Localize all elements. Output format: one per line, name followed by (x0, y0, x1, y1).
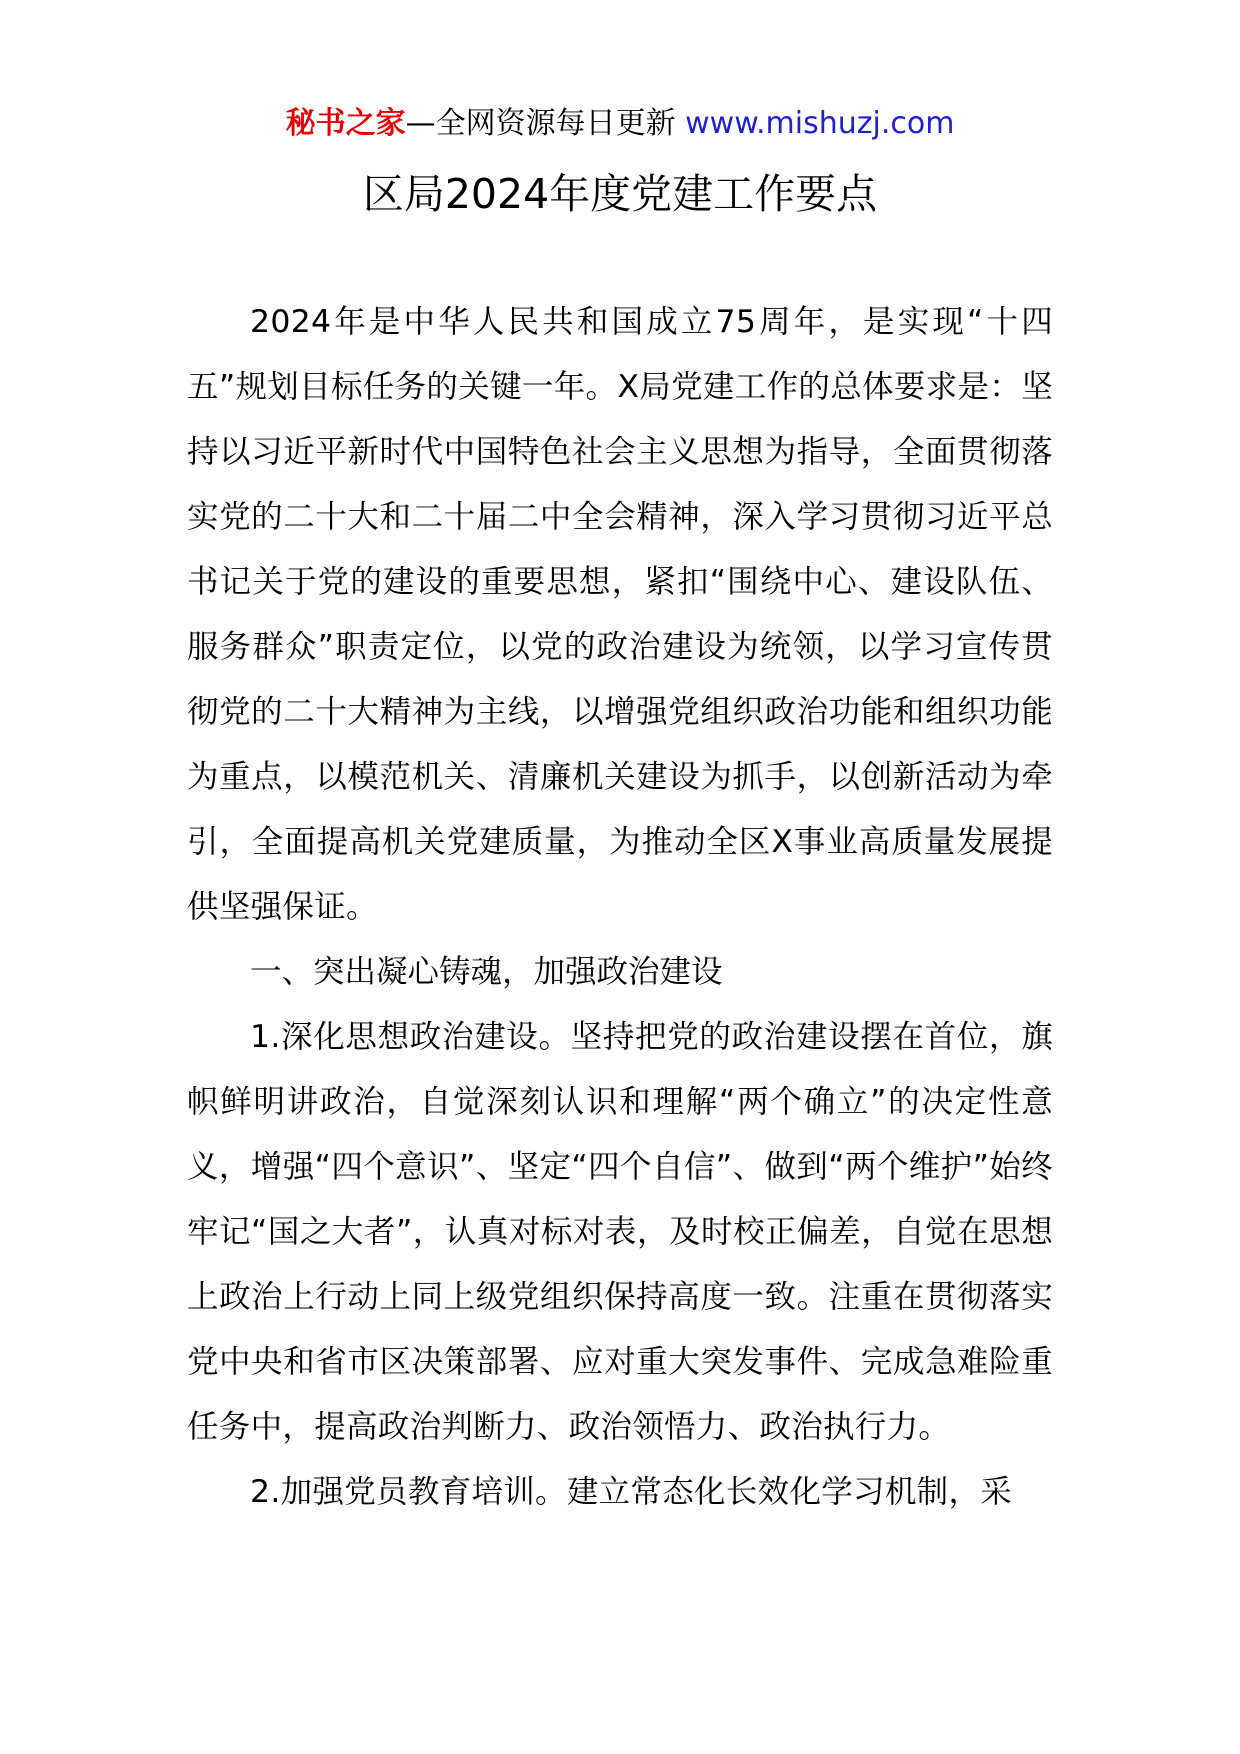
brand-name: 秘书之家 (285, 106, 406, 141)
section-heading-1: 一、突出凝心铸魂，加强政治建设 (250, 954, 723, 990)
banner-tagline: —全网资源每日更新 (405, 106, 676, 141)
item-paragraph-1: 1.深化思想政治建设。坚持把党的政治建设摆在首位，旗帜鲜明讲政治，自觉深刻认识和理解“两个确立”的决定性意义，增强“四个意识”、坚定“四个自信”、做到“两个维护”始终牢记“国之大者”，认真对标对表，及时校正偏差，自觉在思想上政治上行动上同上级党组织保持高度一致。注重在贯彻落实党中央和省市区决策部署、应对重大突发事件、完成急难险重任务中，提高政治判断力、政治领悟力、政治执行力。 (187, 1019, 1053, 1445)
intro-paragraph: 2024年是中华人民共和国成立75周年，是实现“十四五”规划目标任务的关键一年。X局党建工作的总体要求是：坚持以习近平新时代中国特色社会主义思想为指导，全面贯彻落实党的二十大和二十届二中全会精神，深入学习贯彻习近平总书记关于党的建设的重要思想，紧扣“围绕中心、建设队伍、服务群众”职责定位，以党的政治建设为统领，以学习宣传贯彻党的二十大精神为主线，以增强党组织政治功能和组织功能为重点，以模范机关、清廉机关建设为抓手，以创新活动为牵引，全面提高机关党建质量，为推动全区X事业高质量发展提供坚强保证。 (187, 304, 1053, 925)
document-body (187, 290, 1053, 1525)
site-url-link[interactable]: www.mishuzj.com (685, 106, 955, 141)
site-banner (0, 102, 1240, 146)
item-paragraph-2: 2.加强党员教育培训。建立常态化长效化学习机制，采 (250, 1474, 1013, 1510)
document-title: 区局2024年度党建工作要点 (362, 170, 878, 218)
